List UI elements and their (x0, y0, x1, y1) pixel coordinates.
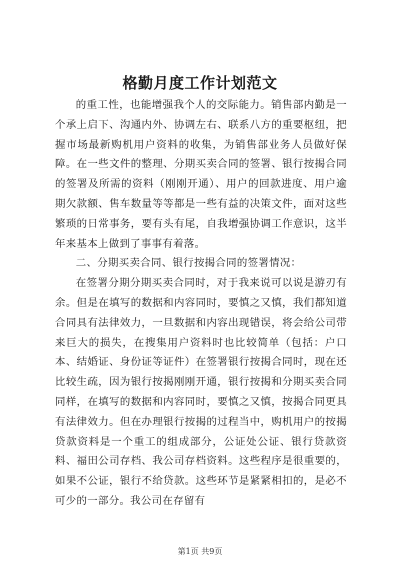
paragraph-2: 在签署分期分期买卖合同时，对于我来说可以说是游刃有余。但是在填写的数据和内容同时，要慎之又慎，我们都知道合同具有法律效力，一旦数据和内容出现错误，将会给公司带来巨大的损失，在搜集用户资料时也比较简单（包括：户口本、结婚证、身份证等证件）在签署银行按揭合同时，现在还比较生疏，因为银行按揭刚刚开通，银行按揭和分期买卖合同同样，在填写的数据和内容同时，要慎之又慎，按揭合同更具有法律效力。但在办理银行按揭的过程当中，购机用户的按揭贷款资料是一个重工的组成部分，公证处公证、银行贷款资料、福田公司存档、我公司存档资料。这些程序是很重要的，如果不公证，银行不给贷款。这些环节是紧紧相扣的，是必不可少的一部分。我公司在存留有 (55, 277, 347, 507)
document-body (55, 96, 347, 512)
page-title: 格勤月度工作计划范文 (122, 74, 278, 92)
paragraph-1: 的重工性，也能增强我个人的交际能力。销售部内勤是一个承上启下、沟通内外、协调左右、联系八方的重要枢纽，把握市场最新购机用户资料的收集，为销售部业务人员做好保障。在一些文件的整理、分期买卖合同的签署、银行按揭合同的签署及所需的资料（刚刚开通）、用户的回款进度、用户逾期欠款额、售车数量等等都是一些有益的决策文件，面对这些繁琐的日常事务，要有头有尾，自我增强协调工作意识，这半年来基本上做到了事事有着落。 (55, 99, 347, 250)
section-heading: 二、分期买卖合同、银行按揭合同的签署情况： (75, 257, 302, 270)
page-number: 第1页 共9页 (177, 547, 223, 556)
